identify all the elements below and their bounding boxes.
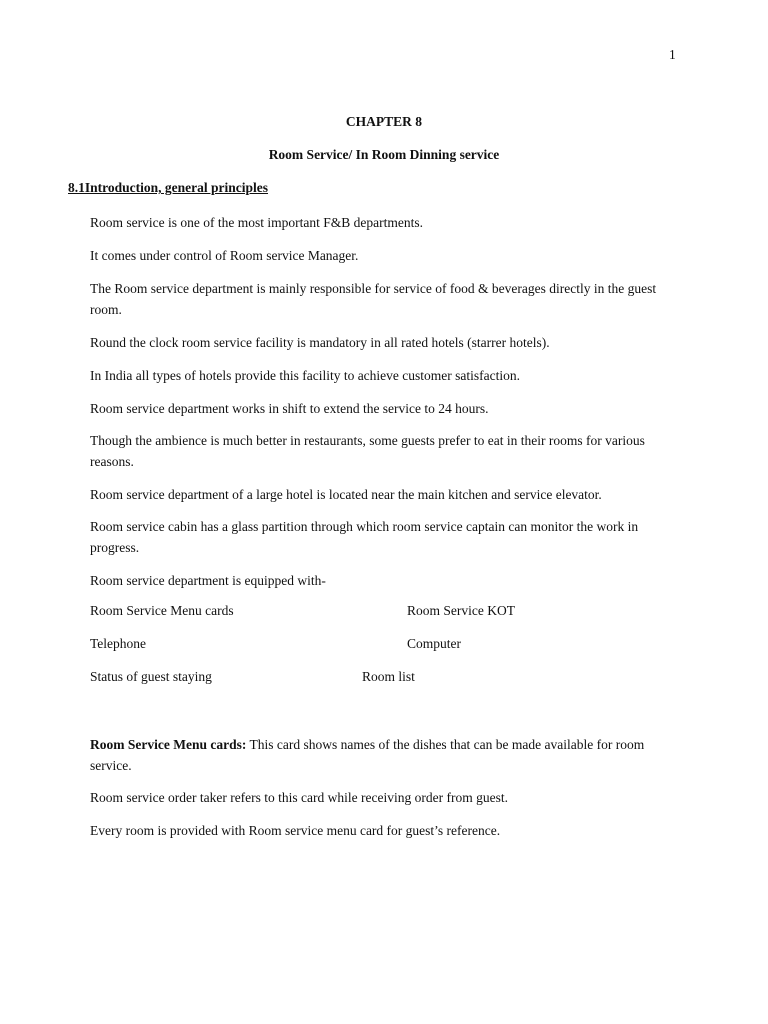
equipment-item: Computer <box>407 636 461 651</box>
equipment-item: Room list <box>362 669 415 684</box>
paragraph: Though the ambience is much better in restaurants, some guests prefer to eat in their rooms for various reasons. <box>90 433 645 469</box>
equipment-item: Status of guest staying <box>90 669 212 684</box>
menu-card-paragraph <box>90 734 682 776</box>
paragraph: Every room is provided with Room service menu card for guest’s reference. <box>90 823 501 838</box>
paragraph: Room service is one of the most important F&B departments. <box>90 215 423 230</box>
paragraph: It comes under control of Room service Manager. <box>90 248 359 263</box>
paragraph: Room service order taker refers to this card while receiving order from guest. <box>90 790 508 805</box>
page-number: 1 <box>669 47 676 62</box>
menu-card-text: This card shows names of the dishes that can be made available for room service. <box>90 737 645 773</box>
paragraph: In India all types of hotels provide this facility to achieve customer satisfaction. <box>90 368 521 383</box>
menu-card-lead: Room Service Menu cards: <box>90 737 247 752</box>
paragraph: Room service department is equipped with- <box>90 573 326 588</box>
equipment-item: Room Service KOT <box>407 603 515 618</box>
paragraph: Room service department works in shift to extend the service to 24 hours. <box>90 401 489 416</box>
paragraph: Room service department of a large hotel is located near the main kitchen and service elevator. <box>90 487 602 502</box>
chapter-title: CHAPTER 8 <box>345 114 423 129</box>
paragraph: Round the clock room service facility is mandatory in all rated hotels (starrer hotels). <box>90 335 550 350</box>
paragraph: Room service cabin has a glass partition through which room service captain can monitor the work in progress. <box>90 519 639 555</box>
equipment-item: Telephone <box>90 636 147 651</box>
paragraph: The Room service department is mainly responsible for service of food & beverages directly in the guest room. <box>90 281 657 317</box>
section-heading: 8.1Introduction, general principles <box>68 180 269 195</box>
equipment-item: Room Service Menu cards <box>90 603 234 618</box>
chapter-subtitle: Room Service/ In Room Dinning service <box>268 147 500 162</box>
